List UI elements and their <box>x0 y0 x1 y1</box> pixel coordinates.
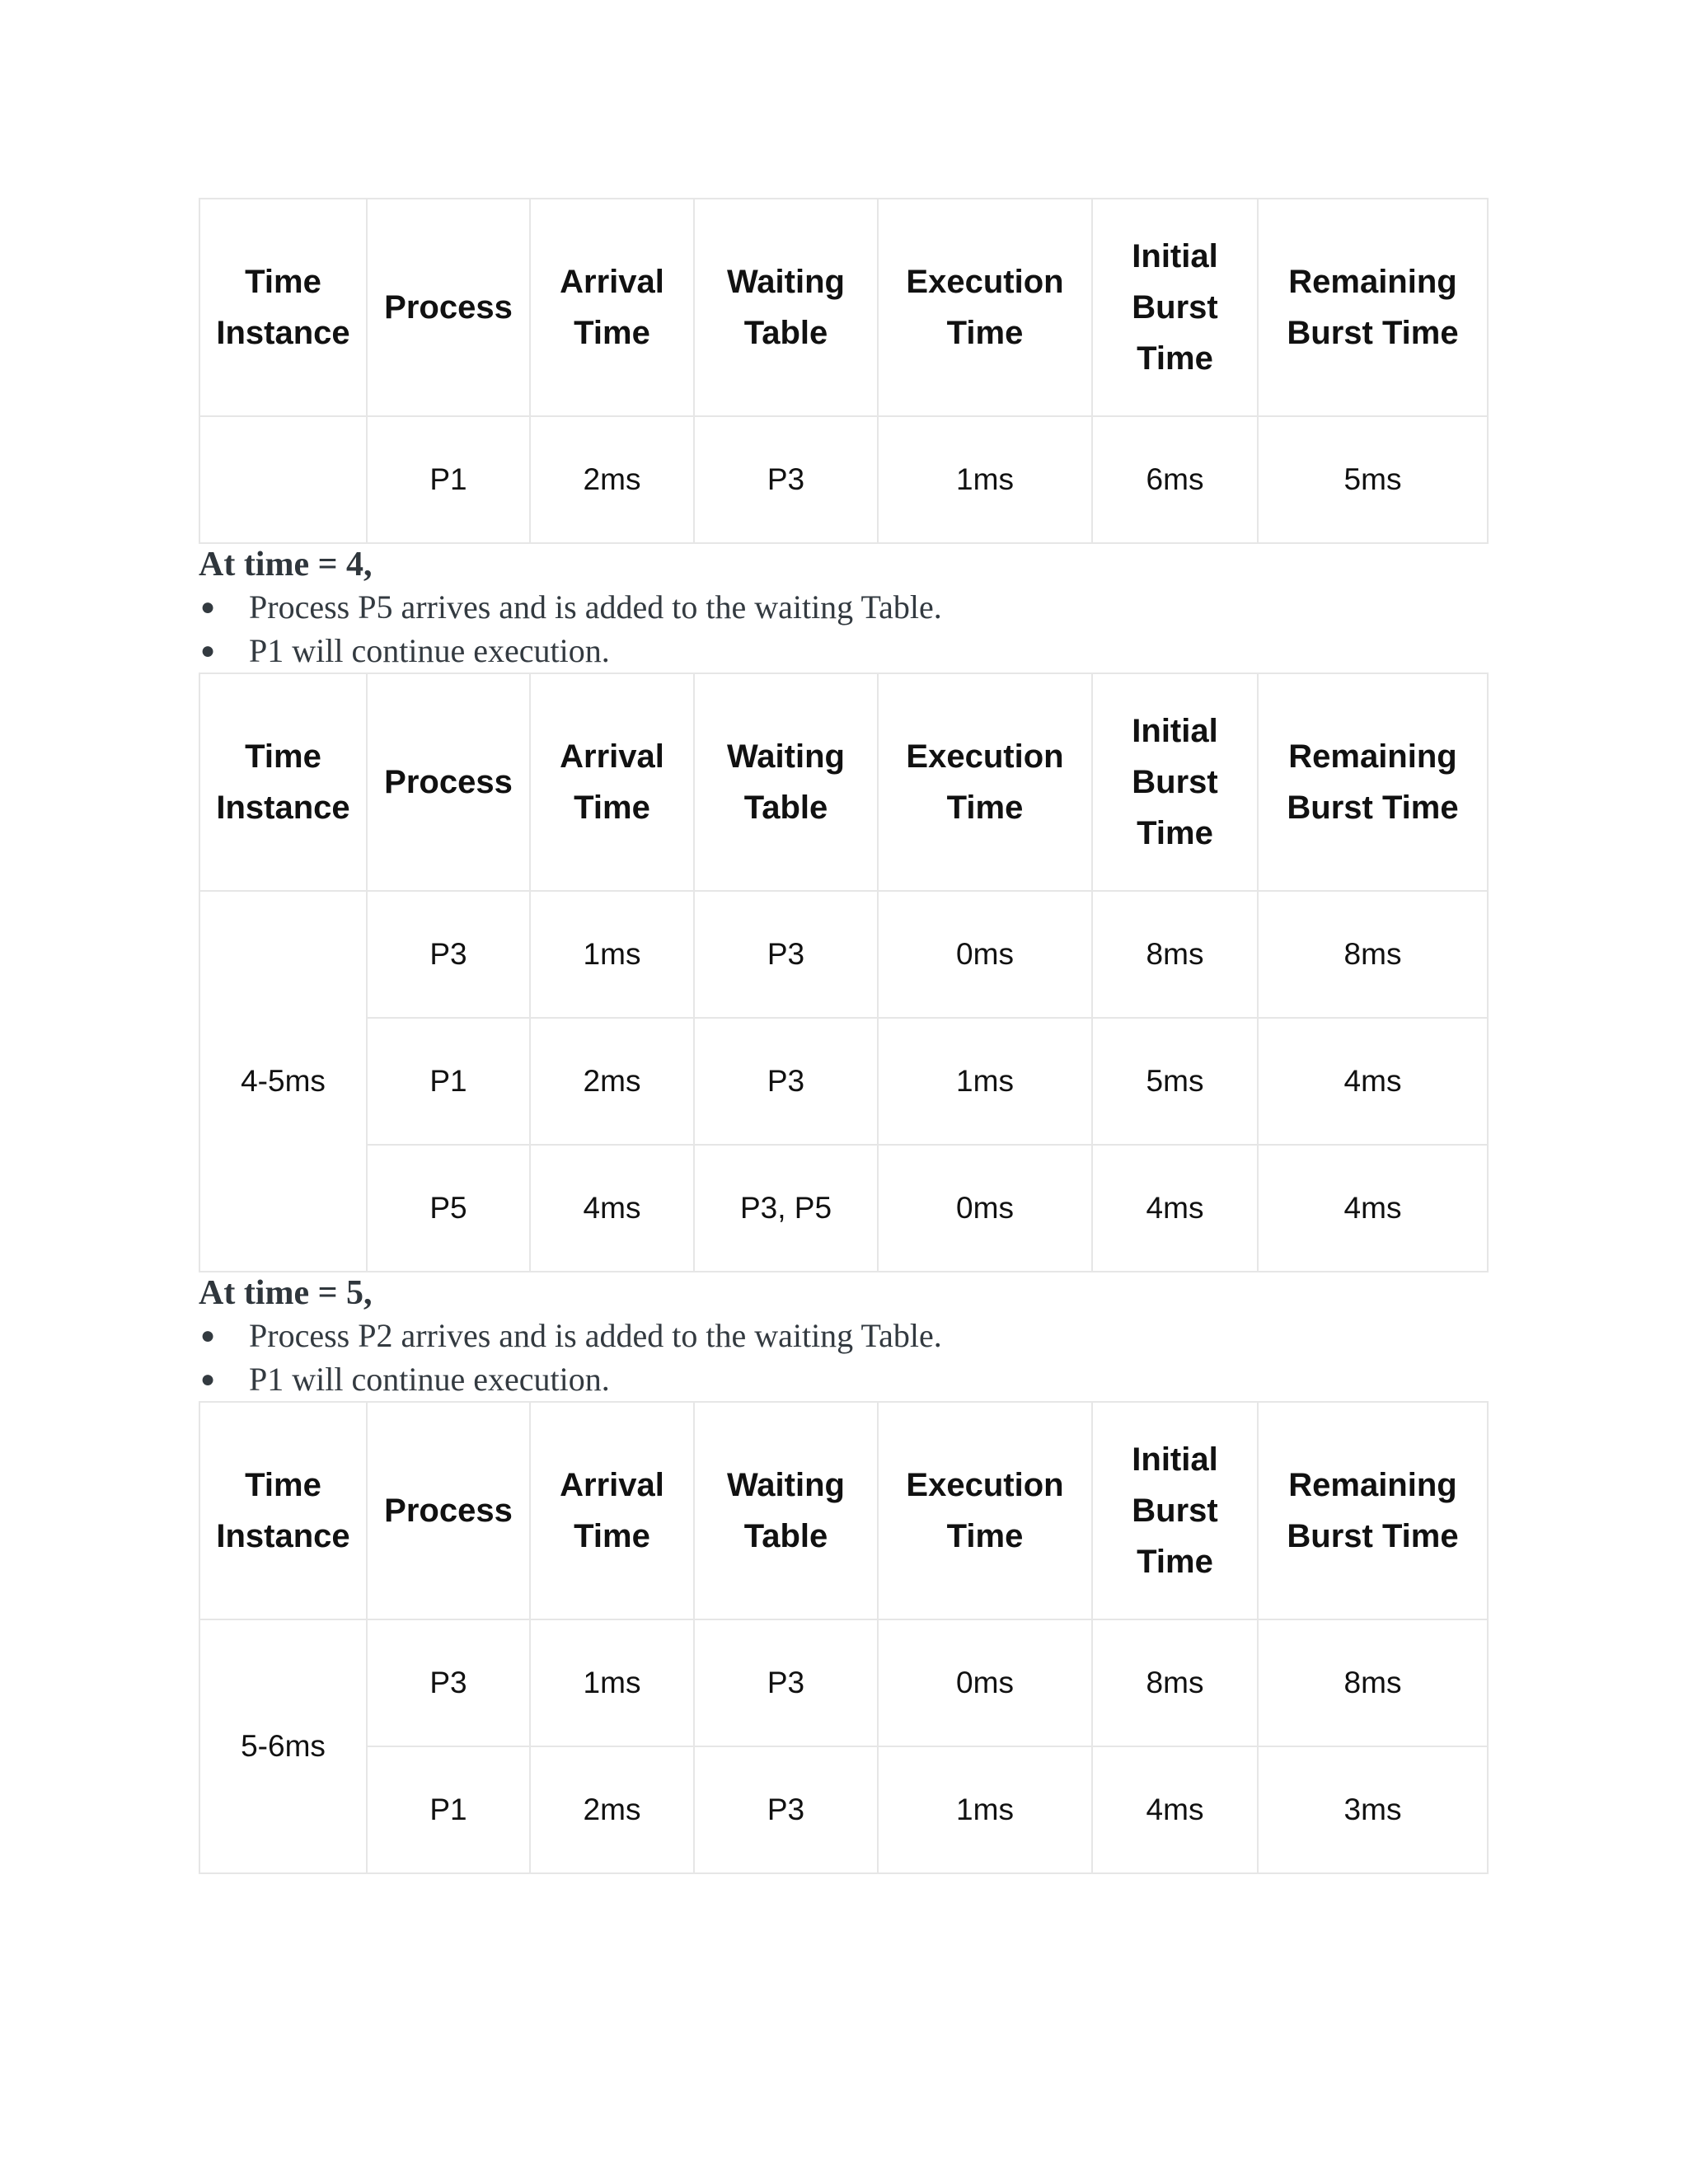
list-item <box>199 585 1487 629</box>
arrival-time-cell: 1ms <box>530 891 694 1018</box>
execution-time-cell: 0ms <box>878 891 1092 1018</box>
header-waiting-table: Waiting Table <box>694 673 878 891</box>
schedule-table-1 <box>199 198 1489 544</box>
bullet-icon: ● <box>200 1322 216 1349</box>
execution-time-cell: 1ms <box>878 1746 1092 1873</box>
time-instance-cell <box>199 416 367 543</box>
table-row <box>199 1746 1488 1873</box>
process-cell: P1 <box>367 1018 530 1145</box>
table-row <box>199 1145 1488 1272</box>
table-row <box>199 891 1488 1018</box>
remaining-burst-cell: 4ms <box>1258 1018 1488 1145</box>
arrival-time-cell: 2ms <box>530 416 694 543</box>
header-process: Process <box>367 1402 530 1619</box>
remaining-burst-cell: 3ms <box>1258 1746 1488 1873</box>
execution-time-cell: 1ms <box>878 416 1092 543</box>
bullet-list <box>199 1314 1487 1401</box>
list-item <box>199 629 1487 673</box>
arrival-time-cell: 2ms <box>530 1746 694 1873</box>
header-process: Process <box>367 199 530 416</box>
list-item-text: P1 will continue execution. <box>249 1361 610 1398</box>
remaining-burst-cell: 4ms <box>1258 1145 1488 1272</box>
execution-time-cell: 0ms <box>878 1145 1092 1272</box>
arrival-time-cell: 4ms <box>530 1145 694 1272</box>
time-instance-cell: 4-5ms <box>199 891 367 1272</box>
arrival-time-cell: 2ms <box>530 1018 694 1145</box>
list-item-text: Process P5 arrives and is added to the waiting Table. <box>249 588 942 626</box>
header-execution-time: Execution Time <box>878 673 1092 891</box>
table-row <box>199 1018 1488 1145</box>
table-header-row <box>199 1402 1488 1619</box>
header-time-instance: Time Instance <box>199 673 367 891</box>
execution-time-cell: 0ms <box>878 1619 1092 1746</box>
process-cell: P5 <box>367 1145 530 1272</box>
table-header-row <box>199 199 1488 416</box>
header-initial-burst-time: Initial Burst Time <box>1092 199 1258 416</box>
execution-time-cell: 1ms <box>878 1018 1092 1145</box>
bullet-icon: ● <box>200 637 216 664</box>
header-initial-burst-time: Initial Burst Time <box>1092 673 1258 891</box>
header-initial-burst-time: Initial Burst Time <box>1092 1402 1258 1619</box>
initial-burst-cell: 8ms <box>1092 1619 1258 1746</box>
list-item-text: P1 will continue execution. <box>249 632 610 669</box>
waiting-table-cell: P3 <box>694 891 878 1018</box>
remaining-burst-cell: 5ms <box>1258 416 1488 543</box>
initial-burst-cell: 6ms <box>1092 416 1258 543</box>
list-item <box>199 1357 1487 1401</box>
process-cell: P3 <box>367 891 530 1018</box>
arrival-time-cell: 1ms <box>530 1619 694 1746</box>
schedule-table-2 <box>199 673 1489 1272</box>
header-execution-time: Execution Time <box>878 199 1092 416</box>
bullet-icon: ● <box>200 1366 216 1393</box>
list-item <box>199 1314 1487 1357</box>
initial-burst-cell: 5ms <box>1092 1018 1258 1145</box>
initial-burst-cell: 8ms <box>1092 891 1258 1018</box>
process-cell: P3 <box>367 1619 530 1746</box>
remaining-burst-cell: 8ms <box>1258 1619 1488 1746</box>
bullet-icon: ● <box>200 593 216 621</box>
process-cell: P1 <box>367 1746 530 1873</box>
header-execution-time: Execution Time <box>878 1402 1092 1619</box>
time-instance-cell: 5-6ms <box>199 1619 367 1873</box>
waiting-table-cell: P3 <box>694 1746 878 1873</box>
waiting-table-cell: P3 <box>694 416 878 543</box>
header-arrival-time: Arrival Time <box>530 673 694 891</box>
waiting-table-cell: P3, P5 <box>694 1145 878 1272</box>
schedule-table-3 <box>199 1401 1489 1874</box>
list-item-text: Process P2 arrives and is added to the waiting Table. <box>249 1317 942 1354</box>
header-time-instance: Time Instance <box>199 1402 367 1619</box>
section-time-4 <box>199 544 1487 673</box>
header-time-instance: Time Instance <box>199 199 367 416</box>
header-remaining-burst-time: Remaining Burst Time <box>1258 199 1488 416</box>
waiting-table-cell: P3 <box>694 1619 878 1746</box>
section-time-5 <box>199 1272 1487 1401</box>
section-heading: At time = 5, <box>199 1274 373 1312</box>
header-arrival-time: Arrival Time <box>530 1402 694 1619</box>
header-remaining-burst-time: Remaining Burst Time <box>1258 673 1488 891</box>
header-remaining-burst-time: Remaining Burst Time <box>1258 1402 1488 1619</box>
section-heading: At time = 4, <box>199 546 373 583</box>
header-waiting-table: Waiting Table <box>694 1402 878 1619</box>
table-row <box>199 1619 1488 1746</box>
document-page <box>199 198 1487 1874</box>
waiting-table-cell: P3 <box>694 1018 878 1145</box>
initial-burst-cell: 4ms <box>1092 1746 1258 1873</box>
table-header-row <box>199 673 1488 891</box>
table-row <box>199 416 1488 543</box>
initial-burst-cell: 4ms <box>1092 1145 1258 1272</box>
header-process: Process <box>367 673 530 891</box>
header-waiting-table: Waiting Table <box>694 199 878 416</box>
process-cell: P1 <box>367 416 530 543</box>
bullet-list <box>199 585 1487 673</box>
header-arrival-time: Arrival Time <box>530 199 694 416</box>
remaining-burst-cell: 8ms <box>1258 891 1488 1018</box>
